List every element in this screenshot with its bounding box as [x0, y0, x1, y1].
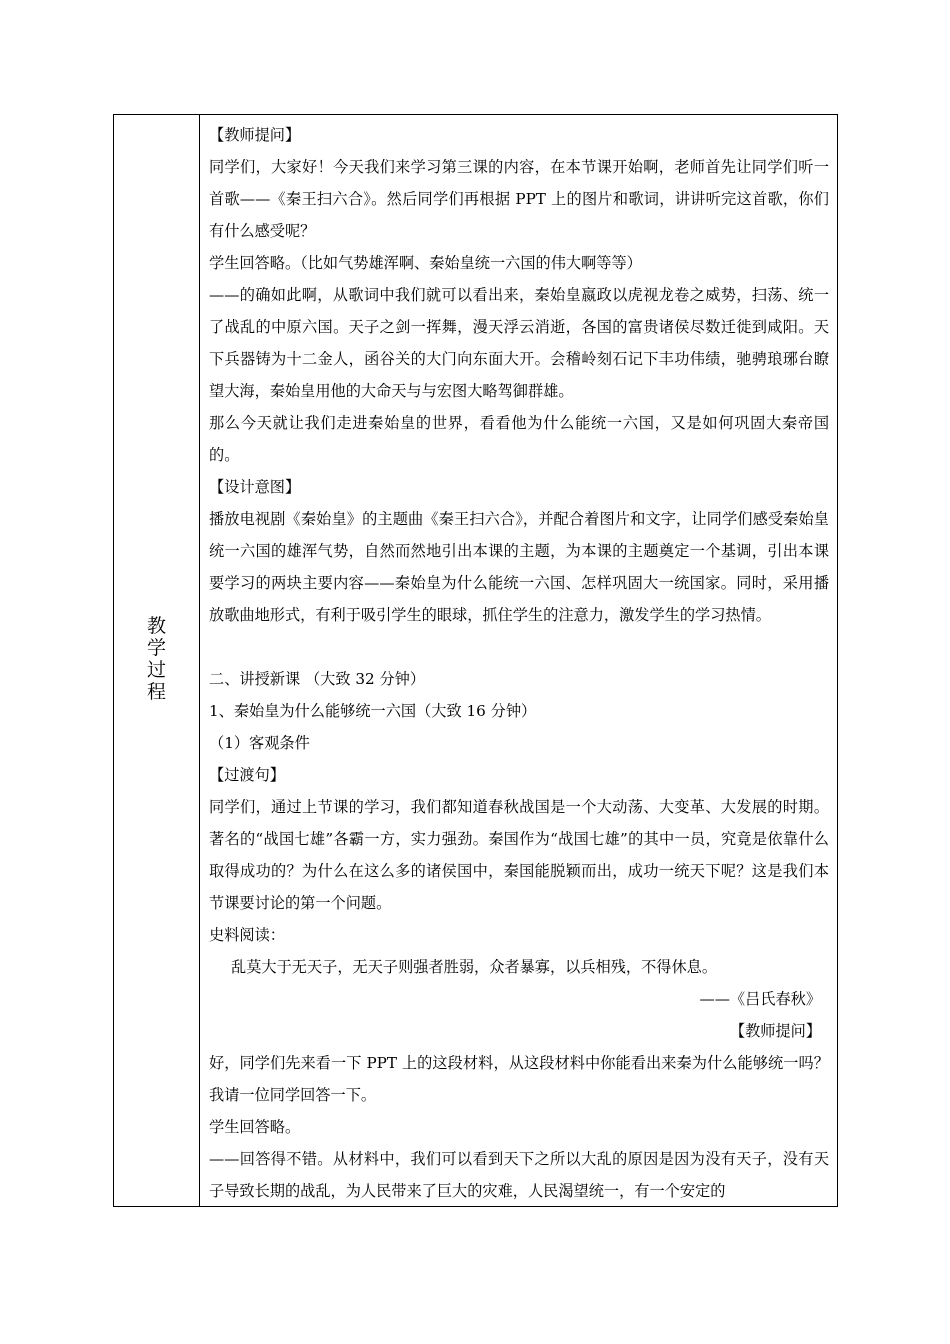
paragraph: 那么今天就让我们走进秦始皇的世界，看看他为什么能统一六国，又是如何巩固大秦帝国的。: [209, 414, 829, 464]
paragraph: 学生回答略。（比如气势雄浑啊、秦始皇统一六国的伟大啊等等）: [209, 254, 642, 272]
paragraph: ——回答得不错。从材料中，我们可以看到天下之所以大乱的原因是因为没有天子，没有天子导致长期的战乱，为人民带来了巨大的灾难，人民渴望统一，有一个安定的: [209, 1150, 829, 1200]
paragraph: 播放电视剧《秦始皇》的主题曲《秦王扫六合》，并配合着图片和文字，让同学们感受秦始皇统一六国的雄浑气势，自然而然地引出本课的主题，为本课的主题奠定一个基调，引出本课要学习的两块主要内容——秦始皇为什么能统一六国、怎样巩固大一统国家。同时，采用播放歌曲地形式，有利于吸引学生的眼球，抓住学生的注意力，激发学生的学习热情。: [209, 510, 829, 624]
paragraph: 学生回答略。: [209, 1118, 301, 1136]
heading-teacher-question: 【教师提问】: [729, 1022, 821, 1040]
section-label: [114, 615, 199, 703]
lesson-table: [113, 114, 838, 1207]
heading-design-intent: 【设计意图】: [209, 478, 301, 496]
section-heading: 二、讲授新课 （大致 32 分钟）: [209, 670, 426, 688]
section-label-char: 过: [146, 659, 166, 681]
paragraph: 同学们，大家好！今天我们来学习第三课的内容，在本节课开始啊，老师首先让同学们听一首歌——《秦王扫六合》。然后同学们再根据 PPT 上的图片和歌词，讲讲听完这首歌，你们有什么感受呢？: [209, 158, 829, 240]
sub-subsection-heading: （1）客观条件: [209, 734, 310, 752]
subsection-heading: 1、秦始皇为什么能够统一六国（大致 16 分钟）: [209, 702, 537, 720]
paragraph: 同学们，通过上节课的学习，我们都知道春秋战国是一个大动荡、大变革、大发展的时期。著名的“战国七雄”各霸一方，实力强劲。秦国作为“战国七雄”的其中一员，究竟是依靠什么取得成功的？为什么在这么多的诸侯国中，秦国能脱颖而出，成功一统天下呢？这是我们本节课要讨论的第一个问题。: [209, 798, 829, 912]
column-divider: [199, 115, 200, 1206]
paragraph: 好，同学们先来看一下 PPT 上的这段材料，从这段材料中你能看出来秦为什么能够统一吗？我请一位同学回答一下。: [209, 1054, 829, 1104]
source-quote: 乱莫大于无天子，无天子则强者胜弱，众者暴寡，以兵相残，不得休息。: [231, 958, 717, 976]
heading-transition: 【过渡句】: [209, 766, 285, 784]
source-reading-label: 史料阅读：: [209, 926, 285, 944]
content-cell: [209, 119, 829, 1207]
heading-teacher-question: 【教师提问】: [209, 126, 301, 144]
section-label-char: 学: [146, 637, 166, 659]
source-citation: ——《吕氏春秋》: [699, 990, 821, 1008]
section-label-char: 程: [146, 681, 166, 703]
spacer: [209, 631, 829, 663]
section-label-char: 教: [146, 615, 166, 637]
paragraph: ——的确如此啊，从歌词中我们就可以看出来，秦始皇嬴政以虎视龙卷之威势，扫荡、统一了战乱的中原六国。天子之剑一挥舞，漫天浮云消逝，各国的富贵诸侯尽数迁徙到咸阳。天下兵器铸为十二金人，函谷关的大门向东面大开。会稽岭刻石记下丰功伟绩，驰骋琅琊台瞭望大海，秦始皇用他的大命天与与宏图大略驾御群雄。: [209, 286, 829, 400]
